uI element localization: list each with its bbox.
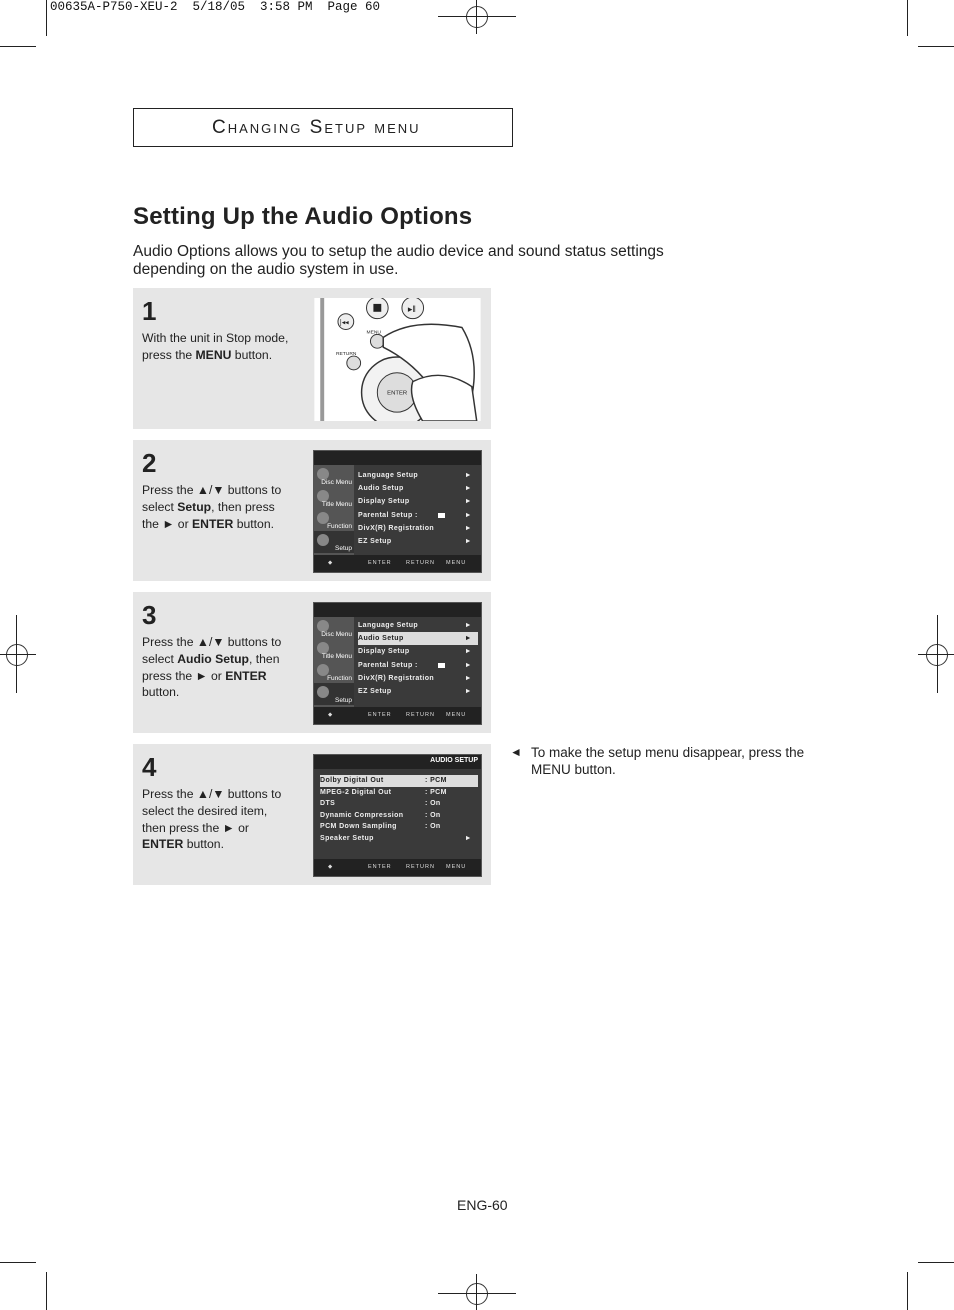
audio-row-pcm-down-sampling[interactable]: PCM Down Sampling : On: [320, 823, 441, 831]
side-title-menu: Title Menu: [314, 487, 354, 509]
registration-mark: [466, 6, 488, 28]
menu-item-ez-setup[interactable]: EZ Setup ►: [358, 687, 472, 695]
left-arrow-icon: ◄: [510, 745, 522, 759]
crop-mark: [0, 1262, 36, 1263]
nav-icon: ◆: [328, 712, 334, 718]
audio-row-dts[interactable]: DTS : On: [320, 800, 441, 808]
registration-line: [0, 654, 36, 655]
remote-control-illustration: [313, 298, 482, 421]
crop-mark: [907, 1272, 908, 1310]
registration-mark: [466, 1283, 488, 1305]
registration-line: [476, 0, 477, 34]
return-label: RETURN: [336, 352, 357, 358]
crop-mark: [0, 46, 36, 47]
registration-line: [476, 1274, 477, 1310]
step-1: [133, 288, 491, 429]
side-title-menu: Title Menu: [314, 639, 354, 661]
crop-mark: [918, 46, 954, 47]
side-disc-menu: Disc Menu: [314, 617, 354, 639]
crop-mark: [907, 0, 908, 36]
crop-mark: [46, 0, 47, 36]
setup-menu-screen: [313, 602, 482, 725]
step-number: 1: [142, 296, 157, 326]
menu-footer: ◆ ENTER RETURN MENU: [314, 859, 481, 876]
crop-mark: [46, 1272, 47, 1310]
side-function: Function: [314, 509, 354, 531]
menu-item-parental-setup[interactable]: Parental Setup : ►: [358, 511, 472, 519]
step-instruction: With the unit in Stop mode, press the MENU button.: [142, 331, 289, 362]
step-instruction: Press the ▲/▼ buttons to select Audio Setup, then press the ► or ENTER button.: [142, 635, 282, 700]
menu-label: MENU: [366, 330, 381, 336]
registration-mark: [6, 644, 28, 666]
intro-paragraph: Audio Options allows you to setup the audio device and sound status settings depending on the audio system in use.: [133, 243, 664, 278]
registration-line: [918, 654, 954, 655]
registration-line: [438, 16, 516, 17]
menu-item-audio-setup[interactable]: Audio Setup ►: [358, 632, 478, 645]
note-text: To make the setup menu disappear, press the MENU button.: [531, 745, 805, 777]
step-number: 2: [142, 448, 157, 478]
audio-row-dynamic-compression[interactable]: Dynamic Compression : On: [320, 811, 441, 819]
menu-item-display-setup[interactable]: Display Setup ►: [358, 498, 472, 506]
step-number: 3: [142, 600, 157, 630]
enter-label: ENTER: [387, 390, 408, 397]
registration-line: [438, 1293, 516, 1294]
section-title: Changing Setup menu: [212, 117, 421, 138]
lock-icon: [438, 513, 445, 518]
menu-item-ez-setup[interactable]: EZ Setup ►: [358, 537, 472, 545]
section-title-box: [133, 108, 513, 147]
audio-row-dolby-digital-out[interactable]: Dolby Digital Out : PCM: [320, 775, 478, 787]
menu-item-divx-registration[interactable]: DivX(R) Registration ►: [358, 674, 472, 682]
nav-icon: ◆: [328, 864, 334, 870]
menu-item-divx-registration[interactable]: DivX(R) Registration ►: [358, 524, 472, 532]
nav-icon: ◆: [328, 560, 334, 566]
svg-text:▸ǁ: ▸ǁ: [407, 303, 416, 314]
crop-mark: [918, 1262, 954, 1263]
side-function: Function: [314, 661, 354, 683]
menu-item-display-setup[interactable]: Display Setup ►: [358, 648, 472, 656]
page-number: ENG-60: [457, 1197, 508, 1213]
step-4: [133, 744, 491, 885]
menu-item-audio-setup[interactable]: Audio Setup ►: [358, 485, 472, 493]
menu-item-parental-setup[interactable]: Parental Setup : ►: [358, 661, 472, 669]
step-instruction: Press the ▲/▼ buttons to select the desired item, then press the ► or ENTER button.: [142, 787, 282, 852]
step-number: 4: [142, 752, 157, 782]
menu-item-language-setup[interactable]: Language Setup ►: [358, 622, 472, 629]
audio-setup-title: AUDIO SETUP: [430, 757, 478, 764]
registration-line: [16, 615, 17, 693]
side-disc-menu: Disc Menu: [314, 465, 354, 487]
menu-footer: ◆ ENTER RETURN MENU: [314, 707, 481, 724]
step-3: [133, 592, 491, 733]
print-header: 00635A-P750-XEU-2 5/18/05 3:58 PM Page 60: [50, 0, 381, 14]
page-title: Setting Up the Audio Options: [133, 203, 473, 230]
lock-icon: [438, 663, 445, 668]
menu-footer: ◆ ENTER RETURN MENU: [314, 555, 481, 572]
audio-row-mpeg2-digital-out[interactable]: MPEG-2 Digital Out : PCM: [320, 788, 447, 796]
menu-item-language-setup[interactable]: Language Setup ►: [358, 472, 472, 479]
audio-row-speaker-setup[interactable]: Speaker Setup ►: [320, 834, 472, 842]
setup-menu-screen: [313, 450, 482, 573]
step-instruction: Press the ▲/▼ buttons to select Setup, then press the ► or ENTER button.: [142, 483, 282, 531]
step-2: [133, 440, 491, 581]
audio-setup-screen: [313, 754, 482, 877]
side-setup: Setup: [314, 683, 354, 705]
side-setup: Setup: [314, 531, 354, 553]
registration-line: [937, 615, 938, 693]
svg-text:|◂◂: |◂◂: [339, 319, 349, 327]
